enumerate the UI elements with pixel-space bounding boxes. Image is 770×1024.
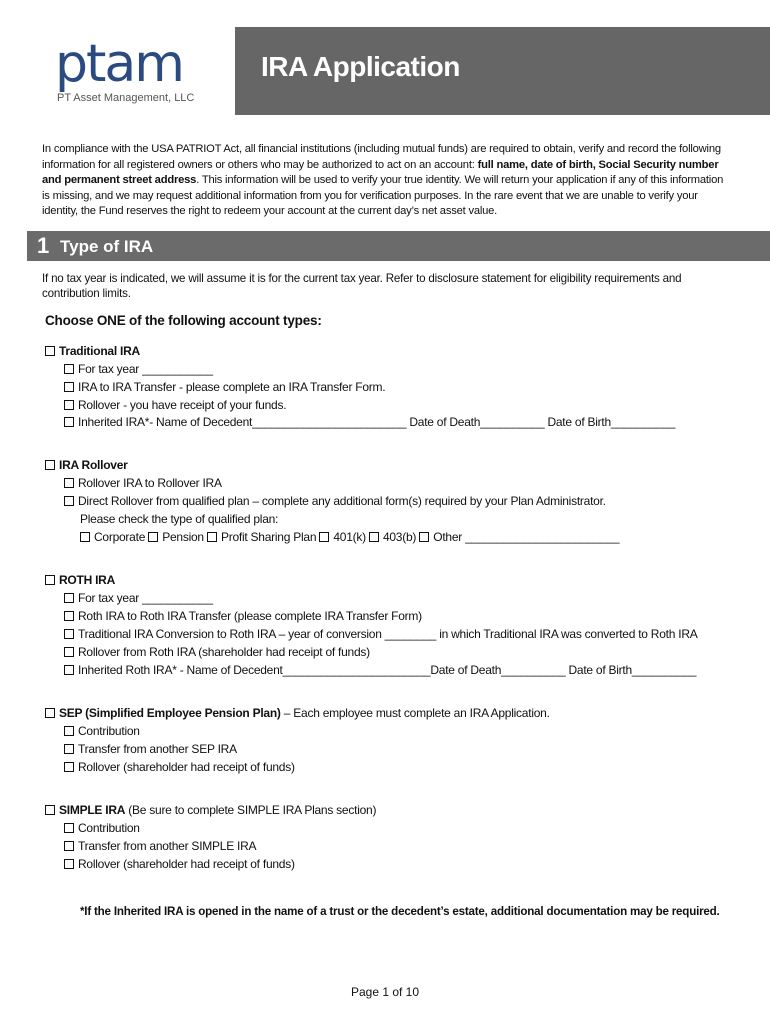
option-traditional-rollover[interactable] <box>64 397 286 413</box>
choose-heading: Choose ONE of the following account types: <box>45 313 322 328</box>
option-traditional-transfer[interactable] <box>64 379 385 395</box>
option-label: Rollover from Roth IRA (shareholder had receipt of funds) <box>78 645 370 659</box>
intro-paragraph <box>42 142 732 220</box>
logo-mark: ptam <box>55 34 183 94</box>
checkbox[interactable] <box>64 382 74 392</box>
checkbox[interactable] <box>64 841 74 851</box>
option-rollover-to-rollover[interactable] <box>64 475 222 491</box>
checkbox[interactable] <box>64 859 74 869</box>
checkbox-other[interactable] <box>419 532 429 542</box>
option-label: Rollover (shareholder had receipt of funds) <box>78 760 295 774</box>
section-number: 1 <box>37 233 50 258</box>
option-roth-rollover[interactable] <box>64 644 370 660</box>
checkbox[interactable] <box>64 665 74 675</box>
option-label: Rollover IRA to Rollover IRA <box>78 476 222 490</box>
option-label-rest: – Each employee must complete an IRA Application. <box>280 706 550 720</box>
section-header <box>27 231 770 261</box>
option-label: Inherited Roth IRA* - Name of Decedent_______________________Date of Death__________ Date of Birth__________ <box>78 663 697 677</box>
option-simple-rollover[interactable] <box>64 856 295 872</box>
checkbox-profit-sharing[interactable] <box>207 532 217 542</box>
checkbox-403b[interactable] <box>369 532 379 542</box>
checkbox[interactable] <box>45 708 55 718</box>
option-label: SEP (Simplified Employee Pension Plan) <box>59 706 281 720</box>
checkbox[interactable] <box>64 593 74 603</box>
checkbox[interactable] <box>64 726 74 736</box>
checkbox[interactable] <box>45 805 55 815</box>
option-label-rest: (Be sure to complete SIMPLE IRA Plans section) <box>125 803 377 817</box>
checkbox-pension[interactable] <box>148 532 158 542</box>
option-ira-rollover[interactable] <box>45 457 128 473</box>
option-roth-conversion[interactable] <box>64 626 698 642</box>
plan-pension-label: Pension <box>162 530 204 544</box>
option-label: IRA Rollover <box>59 458 128 472</box>
option-roth-tax-year[interactable] <box>64 590 213 606</box>
option-label: Rollover - you have receipt of your funds. <box>78 398 287 412</box>
company-logo <box>55 34 205 106</box>
option-simple-ira[interactable] <box>45 802 376 818</box>
intro-text-1: In compliance with the USA PATRIOT Act, all financial institutions (including mutual funds) are required to obtain, verify and record the following information for all registered owners or others who may be authorized to act on an account: <box>42 143 721 171</box>
checkbox-corporate[interactable] <box>80 532 90 542</box>
checkbox[interactable] <box>64 478 74 488</box>
option-direct-rollover[interactable] <box>64 493 606 509</box>
option-label: Inherited IRA*- Name of Decedent________________________ Date of Death__________ Date of Birth__________ <box>78 415 676 429</box>
checkbox-401k[interactable] <box>319 532 329 542</box>
checkbox[interactable] <box>64 417 74 427</box>
checkbox[interactable] <box>45 460 55 470</box>
checkbox[interactable] <box>64 400 74 410</box>
plan-other-label: Other ________________________ <box>433 530 620 544</box>
checkbox[interactable] <box>64 744 74 754</box>
option-simple-contribution[interactable] <box>64 820 140 836</box>
inherited-ira-footnote: *If the Inherited IRA is opened in the name of a trust or the decedent’s estate, additional documentation may be required. <box>80 905 720 918</box>
option-sep-contribution[interactable] <box>64 723 140 739</box>
section-title: Type of IRA <box>60 237 154 256</box>
option-label: ROTH IRA <box>59 573 115 587</box>
checkbox[interactable] <box>64 823 74 833</box>
option-label: IRA to IRA Transfer - please complete an IRA Transfer Form. <box>78 380 386 394</box>
option-label: SIMPLE IRA <box>59 803 126 817</box>
option-sep-rollover[interactable] <box>64 759 295 775</box>
page-number: Page 1 of 10 <box>350 985 420 999</box>
option-traditional-ira[interactable] <box>45 343 140 359</box>
logo-company-name: PT Asset Management, LLC <box>57 92 195 104</box>
checkbox[interactable] <box>64 762 74 772</box>
checkbox[interactable] <box>64 364 74 374</box>
option-label: Traditional IRA Conversion to Roth IRA – year of conversion ________ in which Traditional IRA was converted to Roth IRA <box>78 627 698 641</box>
option-simple-transfer[interactable] <box>64 838 256 854</box>
option-label: For tax year ___________ <box>78 591 213 605</box>
option-label: Direct Rollover from qualified plan – complete any additional form(s) required by your Plan Administrator. <box>78 494 606 508</box>
checkbox[interactable] <box>64 629 74 639</box>
checkbox[interactable] <box>45 346 55 356</box>
option-label: Contribution <box>78 724 140 738</box>
title-banner <box>235 27 770 115</box>
checkbox[interactable] <box>64 611 74 621</box>
plan-corporate-label: Corporate <box>94 530 146 544</box>
intro-bold-text: full name, date of birth, Social Security number and permanent street address <box>42 158 719 186</box>
option-traditional-inherited[interactable] <box>64 414 675 430</box>
option-sep-transfer[interactable] <box>64 741 237 757</box>
option-roth-transfer[interactable] <box>64 608 422 624</box>
option-label: Traditional IRA <box>59 344 140 358</box>
intro-text-2: . This information will be used to verify your true identity. We will return your application if any of this information is missing, and we may request additional information from you for verification purposes. In the rare event that we are unable to verify your identity, the Fund reserves the right to redeem your account at the current day’s net asset value. <box>42 174 724 217</box>
option-label: Transfer from another SIMPLE IRA <box>78 839 257 853</box>
option-label: Roth IRA to Roth IRA Transfer (please complete IRA Transfer Form) <box>78 609 422 623</box>
checkbox[interactable] <box>45 575 55 585</box>
option-traditional-tax-year[interactable] <box>64 361 213 377</box>
checkbox[interactable] <box>64 647 74 657</box>
plan-profit-sharing-label: Profit Sharing Plan <box>220 530 317 544</box>
plan-403b-label: 403(b) <box>382 530 417 544</box>
page-title: IRA Application <box>261 51 460 82</box>
plan-type-instruction: Please check the type of qualified plan: <box>80 512 279 526</box>
plan-401k-label: 401(k) <box>333 530 366 544</box>
option-label: Contribution <box>78 821 140 835</box>
option-label: Rollover (shareholder had receipt of funds) <box>78 857 295 871</box>
checkbox[interactable] <box>64 496 74 506</box>
option-label: For tax year ___________ <box>78 362 213 376</box>
option-label: Transfer from another SEP IRA <box>78 742 237 756</box>
option-roth-ira[interactable] <box>45 572 115 588</box>
option-roth-inherited[interactable] <box>64 662 696 678</box>
tax-year-note: If no tax year is indicated, we will assume it is for the current tax year. Refer to disclosure statement for eligibility requirements and contribution limits. <box>42 272 682 300</box>
plan-type-options <box>80 529 619 545</box>
option-sep-ira[interactable] <box>45 705 550 721</box>
